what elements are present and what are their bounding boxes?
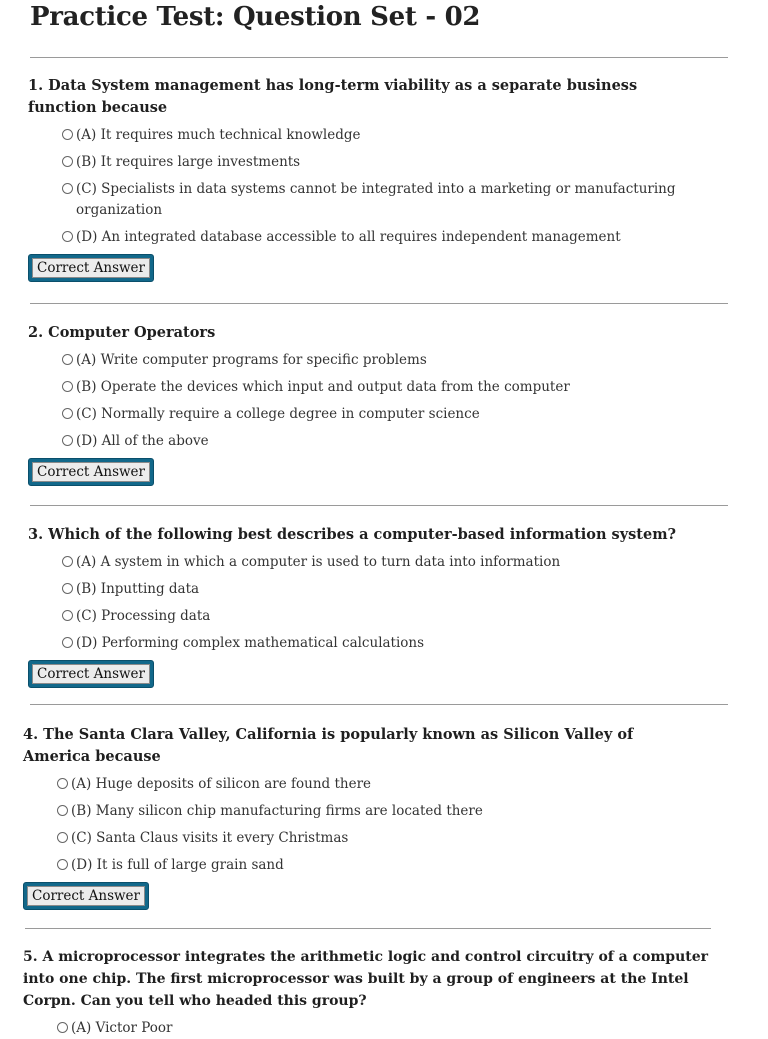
option-label: (B) Operate the devices which input and output data from the computer <box>76 379 570 395</box>
question-4 <box>23 724 683 910</box>
radio-button[interactable] <box>62 183 73 194</box>
option-label: (D) Performing complex mathematical calculations <box>76 635 425 651</box>
option-label: (A) A system in which a computer is used to turn data into information <box>76 554 561 570</box>
options-list <box>62 350 718 452</box>
divider <box>30 704 728 705</box>
button-label: Correct Answer <box>32 664 150 684</box>
options-list <box>57 1018 723 1039</box>
radio-button[interactable] <box>62 556 73 567</box>
question-text: 2. Computer Operators <box>28 324 216 341</box>
option-label: (C) Santa Claus visits it every Christmas <box>71 830 349 846</box>
option-label: (D) An integrated database accessible to all requires independent management <box>76 229 621 245</box>
question-text: 4. The Santa Clara Valley, California is popularly known as Silicon Valley of America because <box>23 726 634 765</box>
option-c[interactable] <box>62 606 728 627</box>
option-a[interactable] <box>62 552 728 573</box>
question-3 <box>28 524 728 688</box>
option-label: (B) Many silicon chip manufacturing firms are located there <box>71 803 483 819</box>
option-label: (C) Specialists in data systems cannot be integrated into a marketing or manufacturing organization <box>76 181 676 218</box>
option-label: (D) All of the above <box>76 433 209 449</box>
option-a[interactable] <box>62 125 688 146</box>
option-b[interactable] <box>62 377 718 398</box>
radio-button[interactable] <box>62 156 73 167</box>
option-label: (A) It requires much technical knowledge <box>76 127 361 143</box>
radio-button[interactable] <box>57 859 68 870</box>
correct-answer-button[interactable] <box>23 882 149 910</box>
radio-button[interactable] <box>62 610 73 621</box>
option-label: (A) Write computer programs for specific problems <box>76 352 427 368</box>
question-2 <box>28 322 718 486</box>
divider <box>30 505 728 506</box>
option-b[interactable] <box>62 152 688 173</box>
option-label: (C) Processing data <box>76 608 211 624</box>
option-label: (A) Victor Poor <box>71 1020 173 1036</box>
question-text: 1. Data System management has long-term viability as a separate business function because <box>28 77 638 116</box>
radio-button[interactable] <box>57 805 68 816</box>
divider <box>30 303 728 304</box>
option-d[interactable] <box>62 633 728 654</box>
radio-button[interactable] <box>62 637 73 648</box>
option-label: (C) Normally require a college degree in computer science <box>76 406 480 422</box>
radio-button[interactable] <box>62 231 73 242</box>
question-text: 5. A microprocessor integrates the arithmetic logic and control circuitry of a computer into one chip. The first microprocessor was built by a group of engineers at the Intel Corpn. Can you tell who headed this group? <box>23 949 709 1009</box>
button-label: Correct Answer <box>32 462 150 482</box>
question-1 <box>28 75 688 282</box>
radio-button[interactable] <box>62 381 73 392</box>
option-d[interactable] <box>57 855 683 876</box>
button-label: Correct Answer <box>32 258 150 278</box>
option-d[interactable] <box>62 227 688 248</box>
correct-answer-button[interactable] <box>28 660 154 688</box>
option-b[interactable] <box>62 579 728 600</box>
radio-button[interactable] <box>62 435 73 446</box>
option-label: (D) It is full of large grain sand <box>71 857 284 873</box>
button-label: Correct Answer <box>27 886 145 906</box>
question-text: 3. Which of the following best describes a computer-based information system? <box>28 526 677 543</box>
option-c[interactable] <box>62 179 676 221</box>
option-a[interactable] <box>62 350 718 371</box>
radio-button[interactable] <box>57 832 68 843</box>
correct-answer-button[interactable] <box>28 458 154 486</box>
options-list <box>62 552 728 654</box>
radio-button[interactable] <box>62 354 73 365</box>
correct-answer-button[interactable] <box>28 254 154 282</box>
option-d[interactable] <box>62 431 718 452</box>
question-5 <box>23 946 723 1039</box>
option-b[interactable] <box>57 801 683 822</box>
options-list <box>62 125 688 248</box>
option-a[interactable] <box>57 774 683 795</box>
option-c[interactable] <box>57 828 683 849</box>
page-title: Practice Test: Question Set - 02 <box>30 2 481 32</box>
divider <box>25 928 711 929</box>
divider <box>30 57 728 58</box>
option-label: (A) Huge deposits of silicon are found there <box>71 776 372 792</box>
options-list <box>57 774 683 876</box>
radio-button[interactable] <box>62 408 73 419</box>
radio-button[interactable] <box>57 778 68 789</box>
option-label: (B) Inputting data <box>76 581 200 597</box>
option-c[interactable] <box>62 404 718 425</box>
radio-button[interactable] <box>62 583 73 594</box>
radio-button[interactable] <box>62 129 73 140</box>
option-a[interactable] <box>57 1018 723 1039</box>
option-label: (B) It requires large investments <box>76 154 301 170</box>
